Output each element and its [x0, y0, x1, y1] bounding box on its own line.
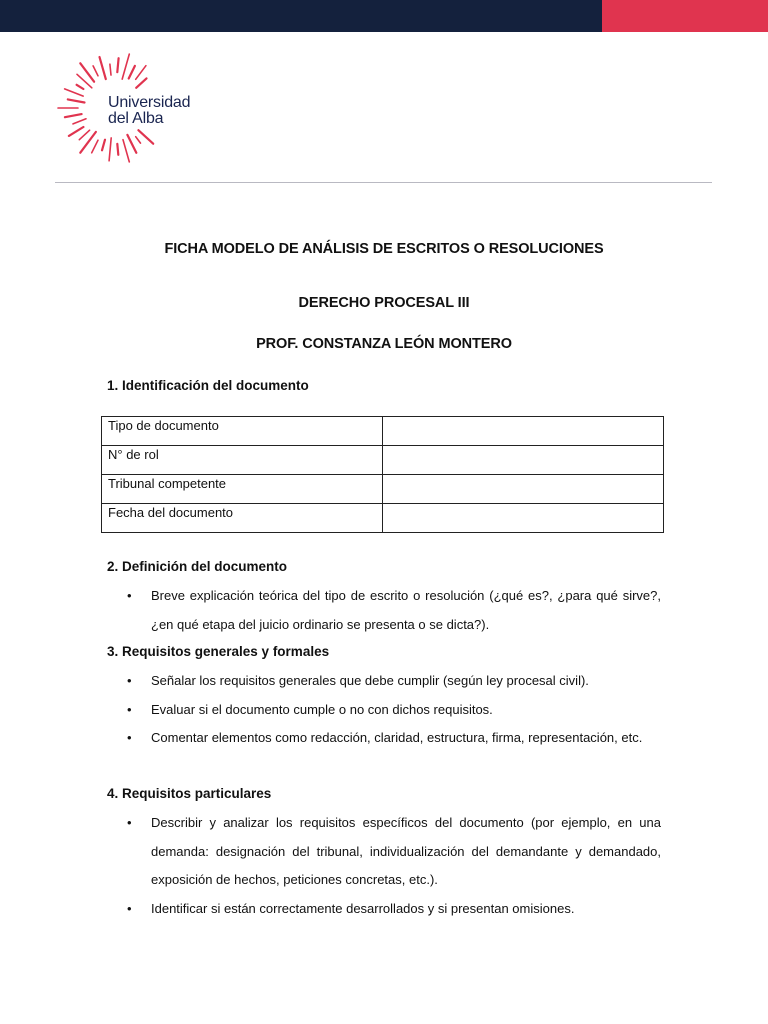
section-4-list [107, 809, 661, 923]
table-row [102, 475, 664, 504]
top-color-bar [0, 0, 768, 32]
table-label-cell: N° de rol [102, 446, 383, 475]
top-bar-red-segment [602, 0, 768, 32]
section-1-title: 1. Identificación del documento [107, 378, 309, 393]
table-label-cell: Tribunal competente [102, 475, 383, 504]
table-row [102, 504, 664, 533]
table-label-cell: Fecha del documento [102, 504, 383, 533]
top-bar-navy-segment [0, 0, 602, 32]
section-2-title: 2. Definición del documento [107, 559, 288, 574]
document-title: FICHA MODELO DE ANÁLISIS DE ESCRITOS O RESOLUCIONES [164, 241, 604, 257]
section-3-list [107, 667, 661, 753]
course-name: DERECHO PROCESAL III [298, 295, 470, 311]
logo-wordmark [108, 95, 228, 127]
table-value-cell[interactable] [383, 417, 664, 446]
logo-line-1: Universidad [108, 94, 191, 111]
table-value-cell[interactable] [383, 475, 664, 504]
list-item: • Comentar elementos como redacción, claridad, estructura, firma, representación, etc. [107, 724, 661, 753]
university-logo [52, 48, 222, 170]
header-divider [55, 182, 712, 183]
table-value-cell[interactable] [383, 504, 664, 533]
table-label-cell: Tipo de documento [102, 417, 383, 446]
logo-line-2: del Alba [108, 110, 164, 127]
list-item: • Señalar los requisitos generales que debe cumplir (según ley procesal civil). [107, 667, 661, 696]
list-item: • Breve explicación teórica del tipo de escrito o resolución (¿qué es?, ¿para qué sirve?, ¿en qué etapa del juicio ordinario se presenta o se dicta?). [107, 582, 661, 639]
table-value-cell[interactable] [383, 446, 664, 475]
section-2-list [107, 582, 661, 639]
list-item: • Evaluar si el documento cumple o no con dichos requisitos. [107, 696, 661, 725]
table-row [102, 417, 664, 446]
table-row [102, 446, 664, 475]
section-4-title: 4. Requisitos particulares [107, 786, 272, 801]
list-item: • Describir y analizar los requisitos específicos del documento (por ejemplo, en una demanda: designación del tribunal, individualización del demandante y demandado, exposición de hechos, peticiones concretas, etc.). [107, 809, 661, 895]
section-3-title: 3. Requisitos generales y formales [107, 644, 330, 659]
professor-name: PROF. CONSTANZA LEÓN MONTERO [256, 336, 512, 352]
identification-table [101, 416, 664, 533]
list-item: • Identificar si están correctamente desarrollados y si presentan omisiones. [107, 895, 661, 924]
